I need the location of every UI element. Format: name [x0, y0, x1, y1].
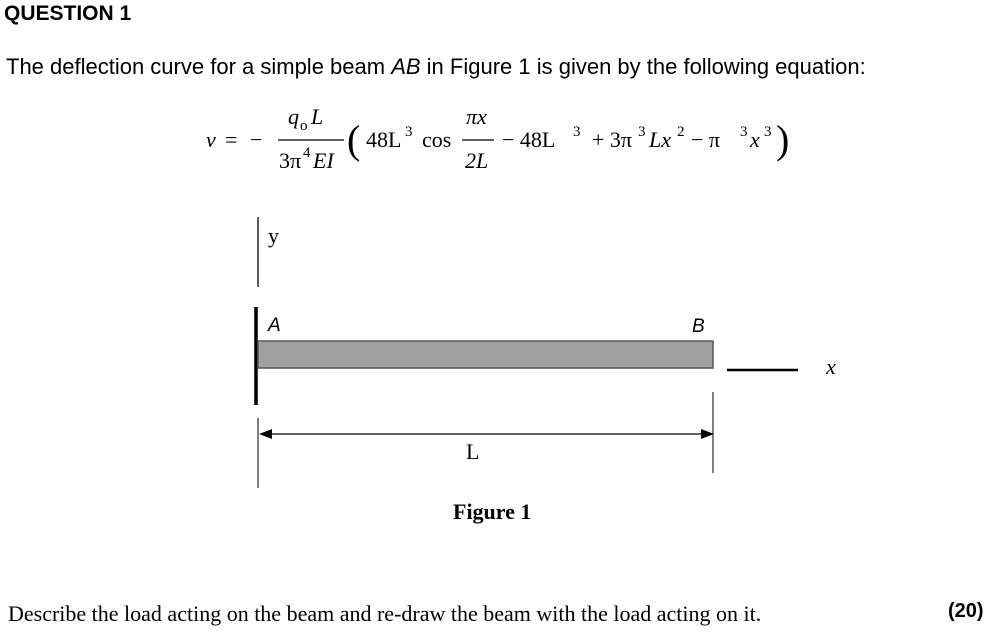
eq-term3-sup2: 2: [677, 124, 685, 140]
eq-minus: −: [250, 127, 263, 152]
dimension-arrow-left: [259, 429, 272, 439]
eq-cos-den: 2L: [465, 148, 489, 173]
eq-cos: cos: [422, 127, 452, 152]
eq-numerator-tail: L: [311, 104, 324, 129]
beam-ab: [258, 341, 713, 368]
eq-term2-sup: 3: [573, 124, 581, 140]
figure-caption: Figure 1: [453, 499, 532, 524]
point-b-label: B: [692, 316, 705, 337]
eq-numerator: q: [288, 104, 299, 129]
eq-cos-num: πx: [466, 104, 487, 129]
eq-open-paren: (: [347, 117, 361, 162]
eq-term4-sup2: 3: [764, 124, 772, 140]
eq-denominator-tail: EI: [313, 148, 334, 173]
eq-term4-sup1: 3: [740, 124, 748, 140]
intro-before: The deflection curve for a simple beam: [6, 54, 392, 79]
dimension-arrow-right: [701, 429, 714, 439]
beam-name: AB: [391, 54, 421, 79]
question-heading: QUESTION 1: [4, 2, 132, 25]
eq-lhs: v: [206, 127, 216, 152]
eq-term4: − π: [691, 127, 721, 152]
eq-term3-sup1: 3: [638, 124, 646, 140]
x-axis-label: x: [826, 354, 836, 379]
eq-term1-sup: 3: [405, 124, 413, 140]
eq-numerator-sub: o: [300, 118, 308, 134]
eq-close-paren: ): [776, 117, 790, 162]
eq-term2: − 48L: [502, 127, 556, 152]
question-text: Describe the load acting on the beam and re-draw the beam with the load acting on it.: [8, 601, 762, 626]
eq-equals: =: [225, 127, 238, 152]
eq-term1: 48L: [366, 127, 402, 152]
length-label: L: [466, 439, 480, 464]
point-a-label: A: [268, 315, 281, 336]
eq-term3-mid: Lx: [649, 127, 671, 152]
eq-term4-mid: x: [750, 127, 760, 152]
eq-term3: + 3π: [592, 127, 633, 152]
eq-denominator-sup: 4: [303, 145, 311, 161]
y-axis-label: y: [268, 223, 279, 248]
eq-denominator: 3π: [279, 148, 302, 173]
intro-middle: in Figure 1 is given by the following equation:: [420, 54, 866, 79]
marks-label: (20): [948, 600, 984, 622]
